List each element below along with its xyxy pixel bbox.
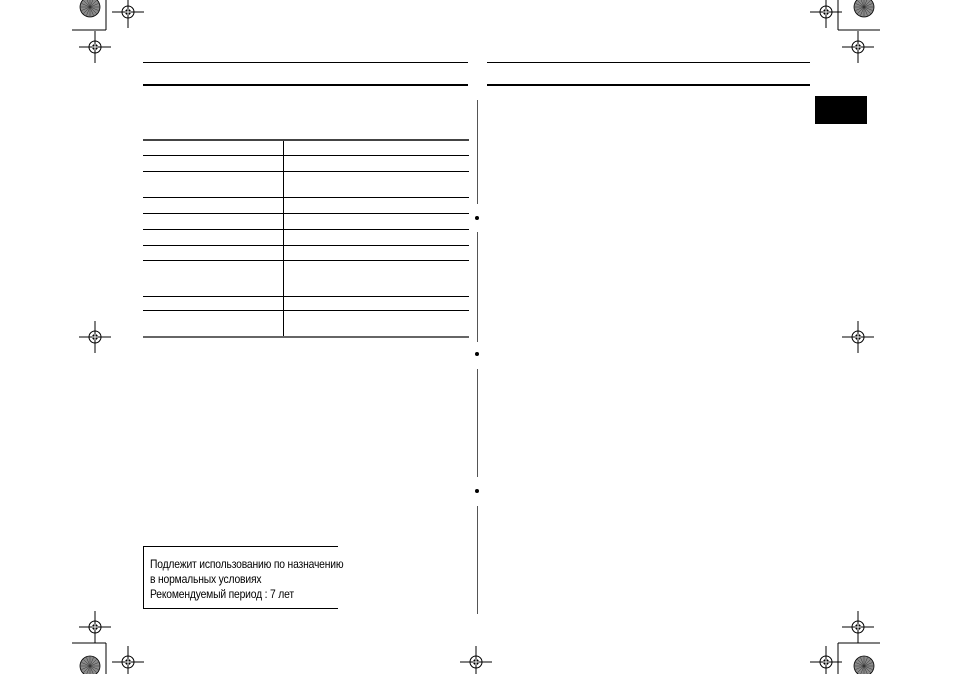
registration-mark-icon (112, 0, 144, 28)
notice-line-3: Рекомендуемый период : 7 лет (150, 587, 294, 601)
corner-disc-icon (854, 656, 874, 674)
corner-disc-icon (854, 0, 874, 17)
corner-disc-icon (80, 656, 100, 674)
registration-mark-icon (79, 31, 111, 63)
registration-mark-icon (460, 646, 492, 674)
notice-line-1: Подлежит использованию по назначению (150, 557, 344, 571)
registration-mark-icon (79, 321, 111, 353)
registration-mark-icon (842, 321, 874, 353)
registration-mark-icon (810, 0, 842, 28)
notice-line-2: в нормальных условиях (150, 572, 262, 586)
registration-mark-icon (810, 646, 842, 674)
corner-disc-icon (80, 0, 100, 17)
registration-mark-icon (112, 646, 144, 674)
registration-mark-icon (79, 611, 111, 643)
registration-mark-icon (842, 31, 874, 63)
registration-mark-icon (842, 611, 874, 643)
